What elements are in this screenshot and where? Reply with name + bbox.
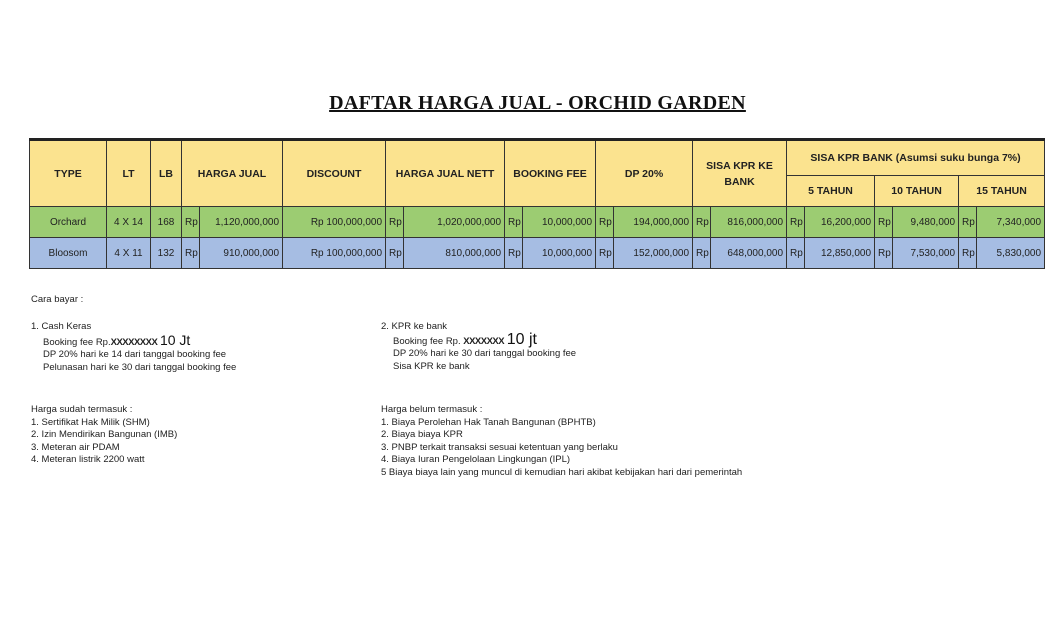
- cell-booking-fee: 10,000,000: [523, 207, 596, 238]
- header-harga-jual: HARGA JUAL: [182, 140, 283, 207]
- currency-label: Rp: [386, 238, 404, 269]
- cell-type: Orchard: [30, 207, 107, 238]
- cash-keras-section: [31, 321, 236, 374]
- currency-label: Rp: [182, 238, 200, 269]
- kpr-booking-fee-line: [381, 330, 576, 349]
- list-item: 1. Biaya Perolehan Hak Tanah Bangunan (BPHTB): [381, 416, 596, 428]
- list-item: 2. Izin Mendirikan Bangunan (IMB): [31, 429, 178, 441]
- kpr-booking-prefix: Booking fee Rp.: [393, 335, 461, 347]
- cell-harga-jual: 1,120,000,000: [200, 207, 283, 238]
- cell-discount-value: 100,000,000: [326, 247, 383, 259]
- cell-booking-fee: 10,000,000: [523, 238, 596, 269]
- cell-sisa-kpr: 648,000,000: [711, 238, 787, 269]
- page-title: DAFTAR HARGA JUAL - ORCHID GARDEN: [329, 92, 746, 114]
- currency-label: Rp: [596, 238, 614, 269]
- currency-label: Rp: [959, 238, 977, 269]
- cell-type: Bloosom: [30, 238, 107, 269]
- cara-bayar-section: [31, 294, 83, 307]
- cell-discount: [283, 238, 386, 269]
- cell-harga-jual-nett: 1,020,000,000: [404, 207, 505, 238]
- termasuk-heading: Harga sudah termasuk :: [31, 404, 133, 415]
- currency-label: Rp: [959, 207, 977, 238]
- cash-keras-title: 1. Cash Keras: [31, 321, 92, 332]
- cash-booking-mask: XXXXXXXX: [110, 336, 158, 348]
- cell-sisa-kpr: 816,000,000: [711, 207, 787, 238]
- list-item: 3. PNBP terkait transaksi sesuai ketentuan yang berlaku: [381, 441, 618, 453]
- cash-booking-fee-line: [31, 331, 236, 350]
- header-sisa-kpr-bank: SISA KPR BANK (Asumsi suku bunga 7%): [787, 140, 1045, 176]
- cash-booking-note: 10 Jt: [159, 331, 191, 348]
- currency-label: Rp: [310, 247, 324, 259]
- currency-label: Rp: [386, 207, 404, 238]
- kpr-booking-mask: XXXXXXX: [463, 335, 505, 347]
- header-15-tahun: 15 TAHUN: [959, 176, 1045, 207]
- belum-termasuk-heading: Harga belum termasuk :: [381, 404, 483, 415]
- cell-15-tahun: 7,340,000: [977, 207, 1045, 238]
- cell-harga-jual-nett: 810,000,000: [404, 238, 505, 269]
- kpr-line: Sisa KPR ke bank: [393, 360, 470, 372]
- currency-label: Rp: [693, 207, 711, 238]
- header-5-tahun: 5 TAHUN: [787, 176, 875, 207]
- currency-label: Rp: [505, 238, 523, 269]
- currency-label: Rp: [693, 238, 711, 269]
- currency-label: Rp: [505, 207, 523, 238]
- currency-label: Rp: [310, 216, 324, 228]
- belum-termasuk-section: [381, 404, 742, 480]
- header-dp: DP 20%: [596, 140, 693, 207]
- cell-5-tahun: 12,850,000: [805, 238, 875, 269]
- list-item: 2. Biaya biaya KPR: [381, 429, 463, 441]
- currency-label: Rp: [875, 238, 893, 269]
- table-row: [30, 207, 1045, 238]
- cell-lb: 132: [151, 238, 182, 269]
- currency-label: Rp: [596, 207, 614, 238]
- cell-harga-jual: 910,000,000: [200, 238, 283, 269]
- cash-booking-prefix: Booking fee Rp.: [43, 336, 111, 348]
- cell-discount-value: 100,000,000: [326, 216, 383, 228]
- cell-dp: 152,000,000: [614, 238, 693, 269]
- table-row: [30, 238, 1045, 269]
- header-lb: LB: [151, 140, 182, 207]
- header-sisa-kpr: SISA KPR KE BANK: [693, 140, 787, 207]
- price-table: [29, 138, 1045, 269]
- cell-15-tahun: 5,830,000: [977, 238, 1045, 269]
- header-booking-fee: BOOKING FEE: [505, 140, 596, 207]
- cell-dp: 194,000,000: [614, 207, 693, 238]
- list-item: 4. Biaya Iuran Pengelolaan Lingkungan (IPL): [381, 454, 571, 466]
- cell-discount: [283, 207, 386, 238]
- list-item: 5 Biaya biaya lain yang muncul di kemudian hari akibat kebijakan hari dari pemerintah: [381, 466, 743, 478]
- header-type: TYPE: [30, 140, 107, 207]
- list-item: 4. Meteran listrik 2200 watt: [31, 454, 145, 466]
- termasuk-section: [31, 404, 177, 467]
- cash-line: DP 20% hari ke 14 dari tanggal booking fee: [43, 349, 227, 361]
- kpr-line: DP 20% hari ke 30 dari tanggal booking fee: [393, 348, 577, 360]
- cell-10-tahun: 9,480,000: [893, 207, 959, 238]
- cash-line: Pelunasan hari ke 30 dari tanggal booking fee: [43, 361, 237, 373]
- currency-label: Rp: [875, 207, 893, 238]
- currency-label: Rp: [182, 207, 200, 238]
- cell-5-tahun: 16,200,000: [805, 207, 875, 238]
- cell-lt: 4 X 11: [107, 238, 151, 269]
- currency-label: Rp: [787, 207, 805, 238]
- cell-10-tahun: 7,530,000: [893, 238, 959, 269]
- cell-lt: 4 X 14: [107, 207, 151, 238]
- cell-lb: 168: [151, 207, 182, 238]
- list-item: 1. Sertifikat Hak Milik (SHM): [31, 416, 150, 428]
- currency-label: Rp: [787, 238, 805, 269]
- kpr-booking-note: 10 jt: [506, 330, 537, 348]
- header-10-tahun: 10 TAHUN: [875, 176, 959, 207]
- header-lt: LT: [107, 140, 151, 207]
- header-discount: DISCOUNT: [283, 140, 386, 207]
- header-harga-jual-nett: HARGA JUAL NETT: [386, 140, 505, 207]
- kpr-section: [381, 321, 576, 373]
- kpr-title: 2. KPR ke bank: [381, 321, 448, 332]
- cara-bayar-heading: Cara bayar :: [31, 294, 84, 305]
- list-item: 3. Meteran air PDAM: [31, 441, 120, 453]
